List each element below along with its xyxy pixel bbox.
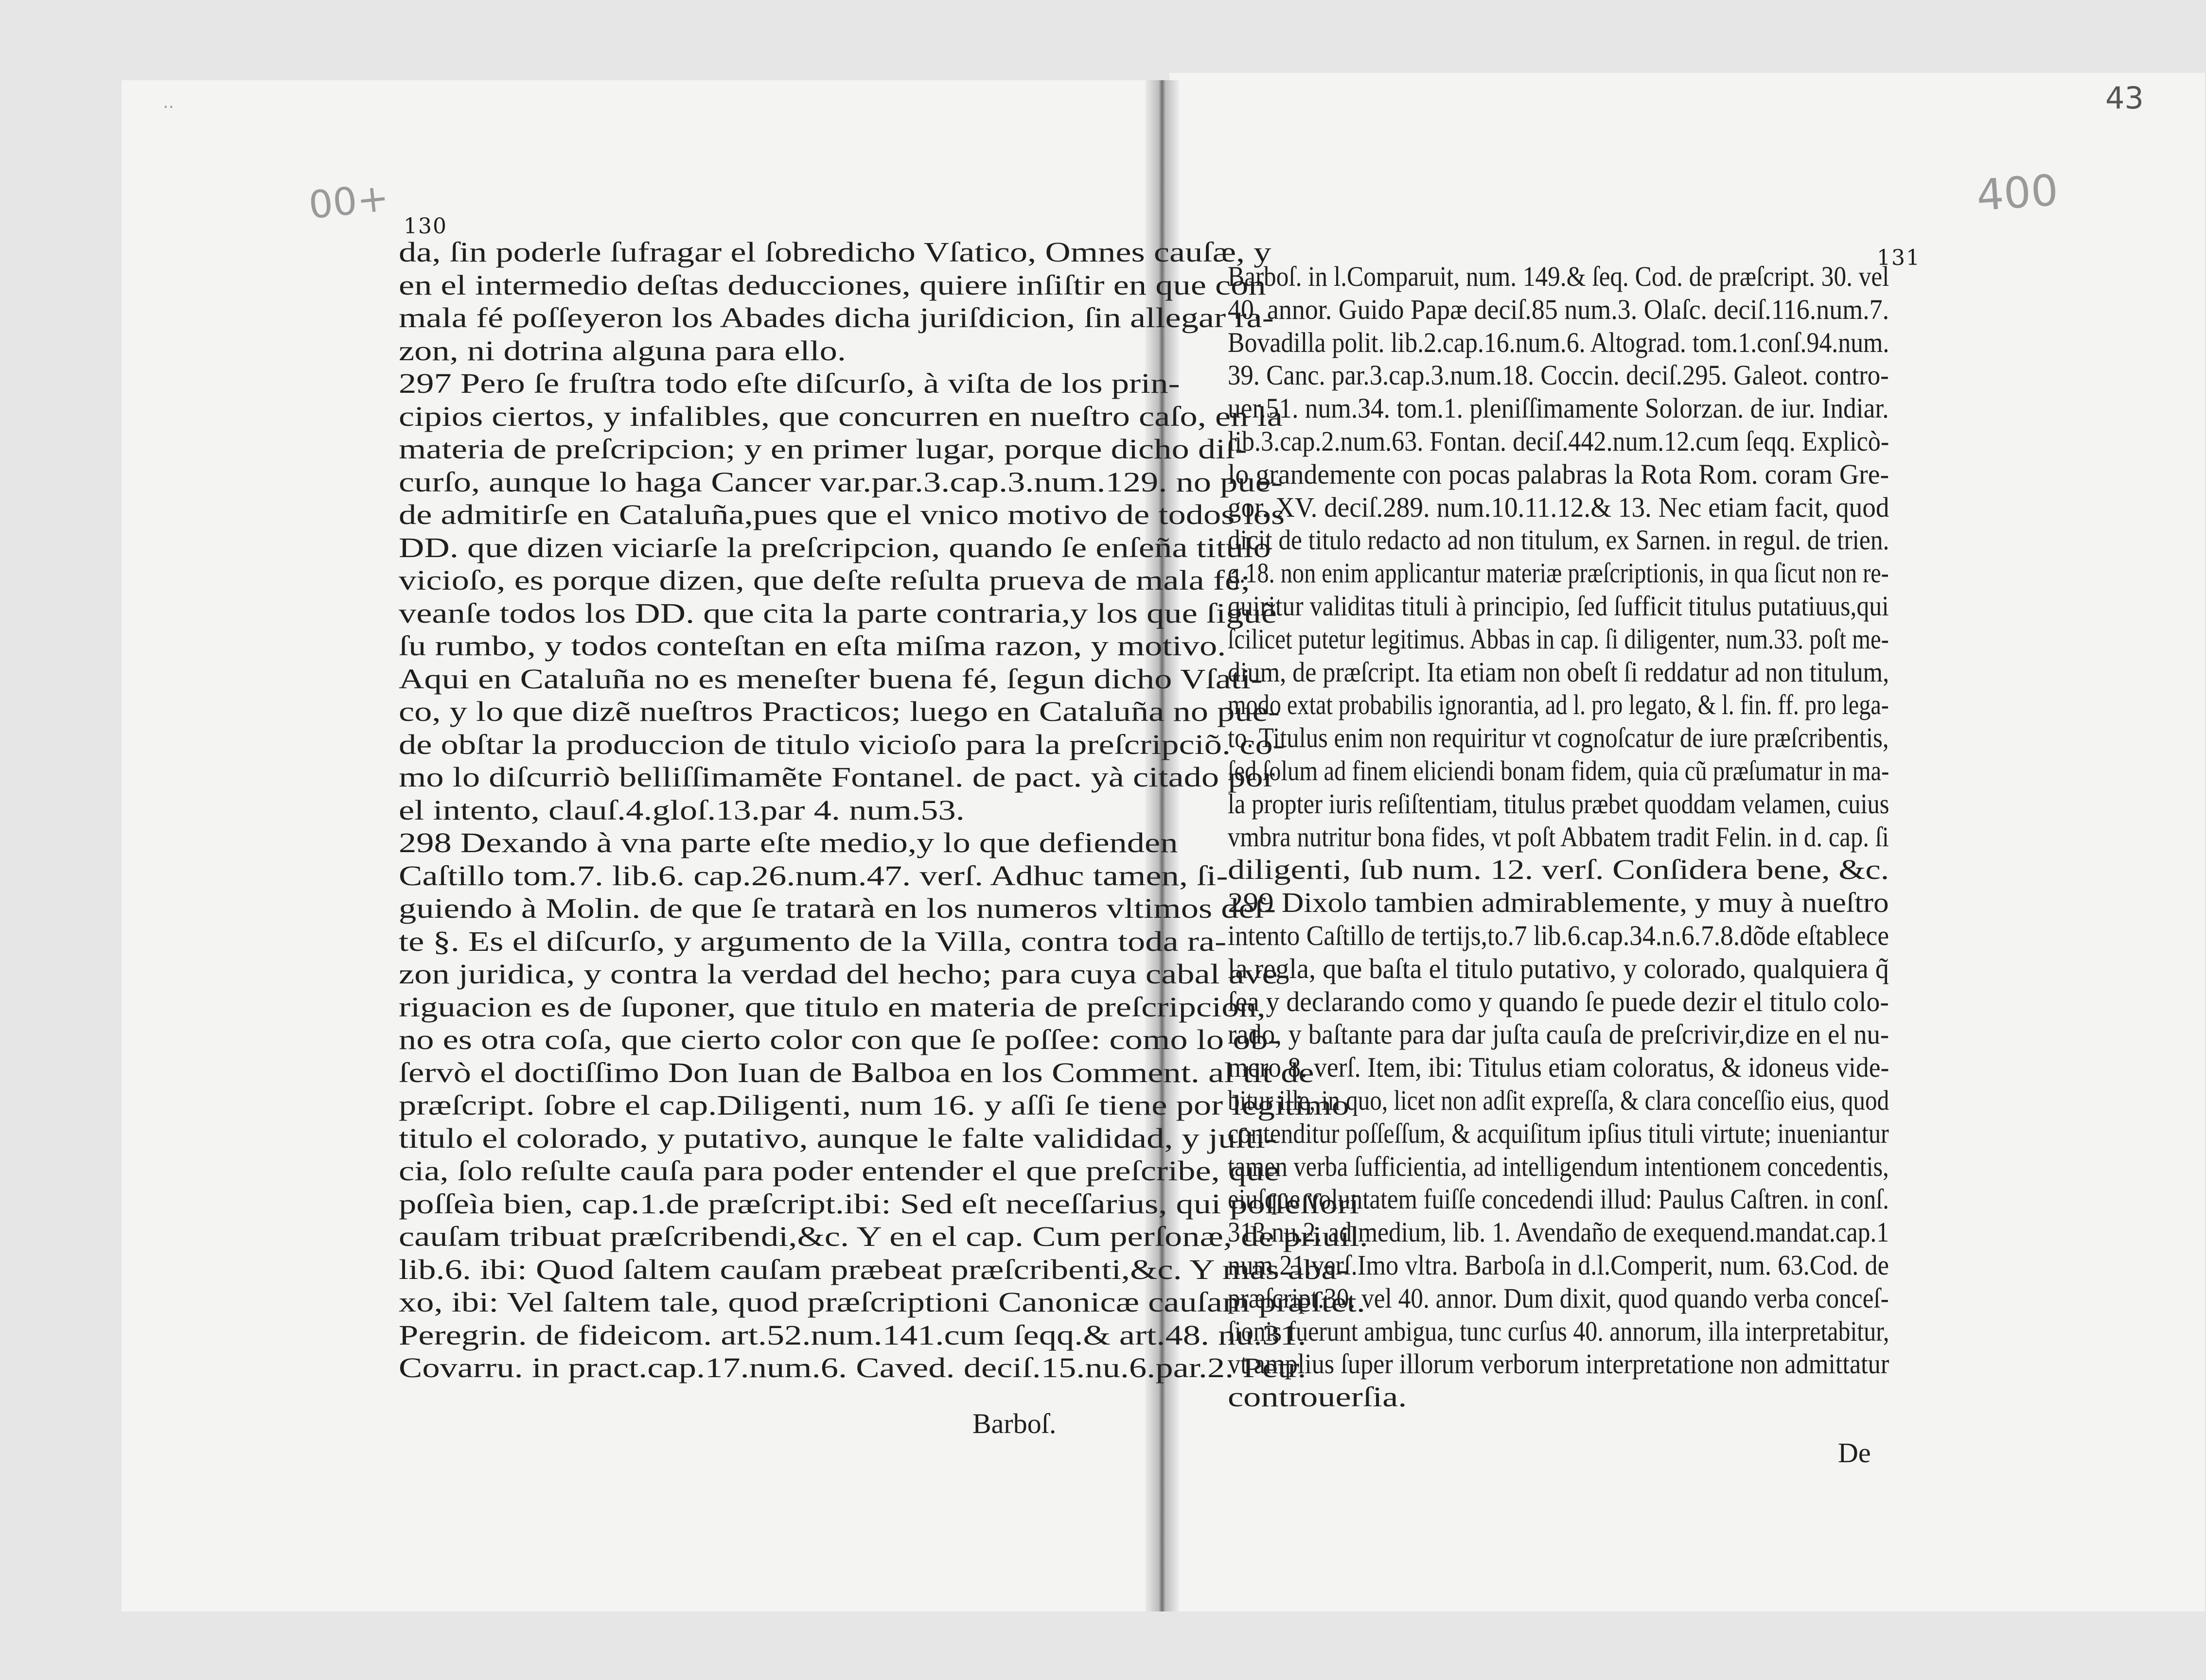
- text-line: intento Caſtillo de tertijs,to.7 lib.6.cap.34.n.6.7.8.dõde eſtablece: [1228, 920, 1889, 951]
- text-line: lib.6. ibi: Quod ſaltem cauſam præbeat præſcribenti,&c. Y mas aba-: [399, 1253, 1349, 1285]
- text-line: veanſe todos los DD. que cita la parte contraria,y los que ſiguẽ: [399, 597, 1277, 629]
- text-line: la regla, que baſta el titulo putativo, y colorado, qualquiera q̃: [1228, 952, 1889, 984]
- text-line: vt amplius ſuper illorum verborum interpretatione non admittatur: [1228, 1348, 1889, 1380]
- text-line: Caſtillo tom.7. lib.6. cap.26.num.47. verſ. Adhuc tamen, ſi-: [399, 859, 1228, 892]
- text-line: dium, de præſcript. Ita etiam non obeſt ſi reddatur ad non titulum,: [1228, 656, 1889, 688]
- text-line: 297 Pero ſe fruſtra todo eſte diſcurſo, à viſta de los prin-: [399, 368, 1180, 399]
- text-line: Aqui en Cataluña no es meneſter buena fé, ſegun dicho Vſati-: [399, 663, 1263, 695]
- text-line: ſcilicet putetur legitimus. Abbas in cap. ſi diligenter, num.33. poſt me-: [1228, 623, 1889, 655]
- text-line: diligenti, ſub num. 12. verſ. Conſidera bene, &c.: [1228, 854, 1889, 886]
- text-line: guiendo à Molin. de que ſe tratarà en los numeros vltimos deſ-: [399, 892, 1276, 924]
- text-line: vmbra nutritur bona fides, vt poſt Abbatem tradit Felin. in d. cap. ſi: [1228, 821, 1889, 853]
- text-line: q.18. non enim applicantur materiæ præſcriptionis, in qua ſicut non re-: [1228, 557, 1889, 589]
- text-line: de obſtar la produccion de titulo vicioſo para la preſcripciõ. co-: [399, 728, 1285, 760]
- left-corner-mark: ..: [163, 92, 174, 112]
- text-line: dicit de titulo redacto ad non titulum, ex Sarnen. in regul. de trien.: [1228, 524, 1889, 556]
- text-line: contenditur poſſeſſum, & acquiſitum ipſius tituli virtute; inueniantur: [1228, 1117, 1889, 1149]
- text-line: vicioſo, es porque dizen, que deſte reſulta prueva de mala fé;: [399, 564, 1251, 596]
- right-page-number: 131: [1877, 245, 1921, 270]
- left-catchword: Barboſ.: [972, 1408, 1057, 1439]
- text-line: titulo el colorado, y putativo, aunque le falte valididad, y juſti-: [399, 1122, 1277, 1154]
- right-corner-mark: 43: [2105, 80, 2144, 116]
- text-line: gor. XV. deciſ.289. num.10.11.12.& 13. Nec etiam facit, quod: [1228, 491, 1889, 523]
- text-line: ſed ſolum ad finem eliciendi bonam fidem, quia cũ præſumatur in ma-: [1228, 755, 1889, 787]
- left-page-number: 130: [404, 214, 447, 239]
- text-line: rado, y baſtante para dar juſta cauſa de preſcrivir,dize en el nu-: [1228, 1018, 1889, 1050]
- text-line: 298 Dexando à vna parte eſte medio,y lo que defienden: [399, 827, 1178, 858]
- text-line: el intento, clauſ.4.gloſ.13.par 4. num.53.: [399, 794, 965, 826]
- text-line: Bovadilla polit. lib.2.cap.16.num.6. Altograd. tom.1.conſ.94.num.: [1228, 326, 1889, 358]
- text-line: bitur ille, in quo, licet non adſit expreſſa, & clara conceſſio eius, quod: [1228, 1085, 1889, 1116]
- text-line: ſea y declarando como y quando ſe puede dezir el titulo colo-: [1228, 985, 1889, 1017]
- text-line: materia de preſcripcion; y en primer lugar, porque dicho diſ-: [399, 433, 1247, 465]
- text-line: mo lo diſcurriò belliſſimamẽte Fontanel. de pact. yà citado por: [399, 761, 1275, 793]
- text-line: mala fé poſſeyeron los Abades dicha juriſdicion, ſin allegar ra-: [399, 302, 1274, 333]
- text-line: 40. annor. Guido Papæ deciſ.85 num.3. Olaſc. deciſ.116.num.7.: [1228, 293, 1889, 325]
- text-line: quiritur validitas tituli à principio, ſed ſufficit titulus putatiuus,qui: [1228, 590, 1889, 622]
- text-line: tamen verba ſufficientia, ad intelligendum intentionem concedentis,: [1228, 1150, 1889, 1182]
- text-line: curſo, aunque lo haga Cancer var.par.3.cap.3.num.129. no pue-: [399, 466, 1283, 498]
- text-line: num.21.verſ.Imo vltra. Barboſa in d.l.Comperit, num. 63.Cod. de: [1228, 1249, 1889, 1281]
- text-line: DD. que dizen viciarſe la preſcripcion, quando ſe enſeña titulo: [399, 531, 1271, 563]
- text-line: controuerſia.: [1228, 1381, 1407, 1413]
- text-line: Barboſ. in l.Comparuit, num. 149.& ſeq. Cod. de præſcript. 30. vel: [1228, 261, 1889, 292]
- text-line: lib.3.cap.2.num.63. Fontan. deciſ.442.num.12.cum ſeqq. Explicò-: [1228, 425, 1889, 457]
- text-line: ſervò el doctiſſimo Don Iuan de Balboa en los Comment. al tit de: [399, 1056, 1314, 1088]
- text-line: te §. Es el diſcurſo, y argumento de la Villa, contra toda ra-: [399, 925, 1227, 957]
- text-line: uer.51. num.34. tom.1. pleniſſimamente Solorzan. de iur. Indiar.: [1228, 392, 1889, 424]
- text-line: cipios ciertos, y infalibles, que concurren en nueſtro caſo, en la: [399, 400, 1283, 432]
- text-line: ſionis fuerunt ambigua, tunc curſus 40. annorum, illa interpretabitur,: [1228, 1315, 1889, 1347]
- text-line: to. Titulus enim non requiritur vt cognoſcatur de iure præſcribentis,: [1228, 722, 1889, 754]
- text-line: la propter iuris reſiſtentiam, titulus præbet quoddam velamen, cuius: [1228, 788, 1889, 820]
- text-line: cauſam tribuat præſcribendi,&c. Y en el cap. Cum perſonæ, de priuil.: [399, 1221, 1368, 1252]
- text-line: da, ſin poderle ſufragar el ſobredicho Vſatico, Omnes cauſæ, y: [399, 236, 1271, 268]
- text-line: 313.nu.2. ad medium, lib. 1. Avendaño de exequend.mandat.cap.1: [1228, 1216, 1889, 1248]
- text-line: 39. Canc. par.3.cap.3.num.18. Coccin. deciſ.295. Galeot. contro-: [1228, 359, 1889, 391]
- text-line: 299 Dixolo tambien admirablemente, y muy à nueſtro: [1228, 887, 1889, 919]
- text-line: poſſeìa bien, cap.1.de præſcript.ibi: Sed eſt neceſſarius, qui poſſeſſori: [399, 1188, 1359, 1220]
- text-line: modo extat probabilis ignorantia, ad l. pro legato, & l. fin. ff. pro lega-: [1228, 689, 1889, 721]
- left-margin-annotation: 00+: [306, 175, 391, 228]
- text-line: en el intermedio deſtas deducciones, quiere inſiſtir en que con: [399, 269, 1266, 301]
- text-line: no es otra coſa, que cierto color con que ſe poſſee: como lo ob-: [399, 1024, 1280, 1055]
- right-margin-annotation: 400: [1975, 165, 2060, 221]
- text-line: eiuſque voluntatem fuiſſe concedendi illud: Paulus Caſtren. in conſ.: [1228, 1183, 1889, 1215]
- text-line: lo grandemente con pocas palabras la Rota Rom. coram Gre-: [1228, 458, 1889, 490]
- text-line: zon juridica, y contra la verdad del hecho; para cuya cabal ave-: [399, 958, 1289, 990]
- text-line: Peregrin. de fideicom. art.52.num.141.cum ſeqq.& art.48. nu.31.: [399, 1319, 1306, 1351]
- text-line: ſu rumbo, y todos conteſtan en eſta miſma razon, y motivo.: [399, 630, 1226, 662]
- text-line: cia, ſolo reſulte cauſa para poder entender el que preſcribe, que: [399, 1155, 1280, 1187]
- text-line: xo, ibi: Vel ſaltem tale, quod præſcriptioni Canonicæ cauſam præſtet.: [399, 1286, 1366, 1318]
- text-line: Covarru. in pract.cap.17.num.6. Caved. deciſ.15.nu.6.par.2. Petr.: [399, 1352, 1306, 1383]
- text-line: mero 8. verſ. Item, ibi: Titulus etiam coloratus, & idoneus vide-: [1228, 1051, 1889, 1084]
- text-line: præſcript.30. vel 40. annor. Dum dixit, quod quando verba conceſ-: [1228, 1282, 1889, 1314]
- text-line: zon, ni dotrina alguna para ello.: [399, 334, 847, 367]
- text-line: riguacion es de ſuponer, que titulo en materia de preſcripcion,: [399, 991, 1266, 1023]
- right-catchword: De: [1838, 1437, 1871, 1469]
- text-line: co, y lo que dizẽ nueſtros Practicos; luego en Cataluña no pue-: [399, 696, 1280, 727]
- text-line: de admitirſe en Cataluña,pues que el vnico motivo de todos los: [399, 499, 1285, 530]
- text-line: præſcript. ſobre el cap.Diligenti, num 16. y aſſi ſe tiene por legitimo: [399, 1089, 1350, 1121]
